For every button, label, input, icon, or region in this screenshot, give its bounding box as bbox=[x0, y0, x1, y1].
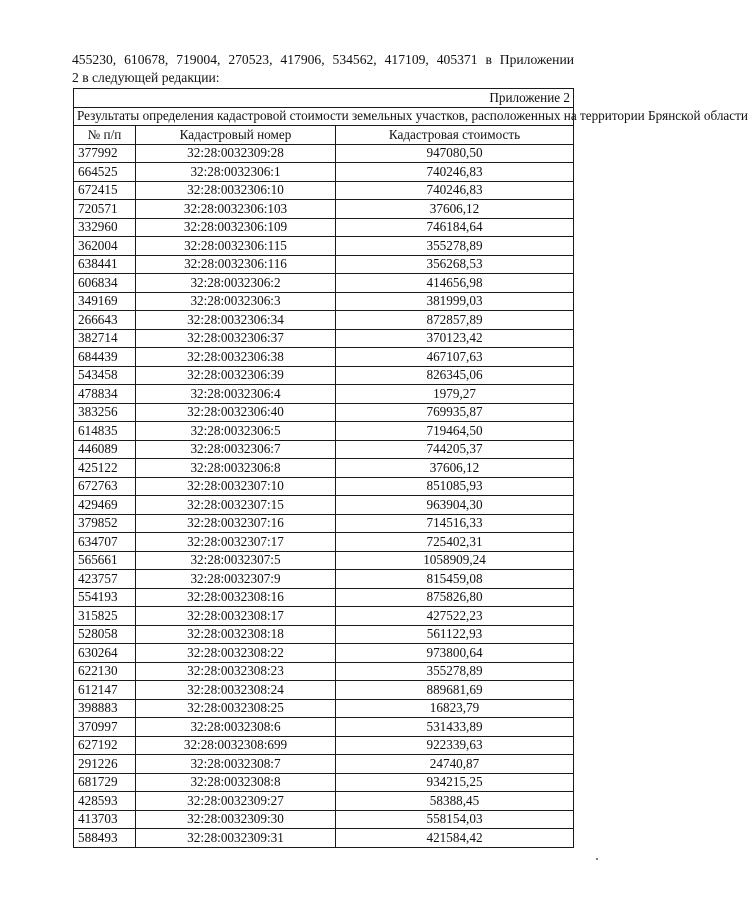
cadastral-number: 32:28:0032306:34 bbox=[136, 311, 336, 330]
table-row bbox=[74, 459, 574, 478]
row-number: 630264 bbox=[74, 644, 136, 663]
cadastral-value: 1058909,24 bbox=[336, 551, 574, 570]
cadastral-number: 32:28:0032308:22 bbox=[136, 644, 336, 663]
cadastral-number: 32:28:0032308:17 bbox=[136, 607, 336, 626]
row-number: 634707 bbox=[74, 533, 136, 552]
row-number: 413703 bbox=[74, 810, 136, 829]
table-row bbox=[74, 237, 574, 256]
scan-speck bbox=[596, 858, 598, 860]
table-row bbox=[74, 829, 574, 848]
cadastral-value: 427522,23 bbox=[336, 607, 574, 626]
table-row bbox=[74, 144, 574, 163]
row-number: 423757 bbox=[74, 570, 136, 589]
row-number: 478834 bbox=[74, 385, 136, 404]
row-number: 370997 bbox=[74, 718, 136, 737]
table-row bbox=[74, 625, 574, 644]
cadastral-number: 32:28:0032306:4 bbox=[136, 385, 336, 404]
header-cadastral: Кадастровый номер bbox=[136, 126, 336, 145]
cadastral-number: 32:28:0032306:10 bbox=[136, 181, 336, 200]
cadastral-number: 32:28:0032308:18 bbox=[136, 625, 336, 644]
row-number: 349169 bbox=[74, 292, 136, 311]
row-number: 383256 bbox=[74, 403, 136, 422]
table-row bbox=[74, 274, 574, 293]
table-row bbox=[74, 385, 574, 404]
cadastral-number: 32:28:0032308:16 bbox=[136, 588, 336, 607]
table-row bbox=[74, 570, 574, 589]
table-row bbox=[74, 773, 574, 792]
cadastral-number: 32:28:0032308:6 bbox=[136, 718, 336, 737]
row-number: 382714 bbox=[74, 329, 136, 348]
cadastral-number: 32:28:0032307:15 bbox=[136, 496, 336, 515]
row-number: 606834 bbox=[74, 274, 136, 293]
row-number: 720571 bbox=[74, 200, 136, 219]
cadastral-number: 32:28:0032306:116 bbox=[136, 255, 336, 274]
cadastral-value: 421584,42 bbox=[336, 829, 574, 848]
row-number: 554193 bbox=[74, 588, 136, 607]
cadastral-value: 37606,12 bbox=[336, 200, 574, 219]
cadastral-value: 872857,89 bbox=[336, 311, 574, 330]
cadastral-value: 719464,50 bbox=[336, 422, 574, 441]
row-number: 565661 bbox=[74, 551, 136, 570]
cadastral-value: 37606,12 bbox=[336, 459, 574, 478]
cadastral-number: 32:28:0032307:17 bbox=[136, 533, 336, 552]
appendix-row bbox=[74, 89, 574, 108]
cadastral-value: 714516,33 bbox=[336, 514, 574, 533]
intro-line-1: 455230, 610678, 719004, 270523, 417906, 534562, 417109, 405371 в Приложении bbox=[72, 52, 574, 67]
table-title: Результаты определения кадастровой стоимости земельных участков, расположенных на территории Брянской области bbox=[74, 107, 574, 126]
row-number: 627192 bbox=[74, 736, 136, 755]
row-number: 446089 bbox=[74, 440, 136, 459]
cadastral-number: 32:28:0032306:115 bbox=[136, 237, 336, 256]
cadastral-value: 725402,31 bbox=[336, 533, 574, 552]
cadastral-value: 355278,89 bbox=[336, 237, 574, 256]
cadastral-number: 32:28:0032309:27 bbox=[136, 792, 336, 811]
row-number: 428593 bbox=[74, 792, 136, 811]
row-number: 266643 bbox=[74, 311, 136, 330]
cadastral-value: 356268,53 bbox=[336, 255, 574, 274]
cadastral-value: 934215,25 bbox=[336, 773, 574, 792]
header-value: Кадастровая стоимость bbox=[336, 126, 574, 145]
cadastral-value: 381999,03 bbox=[336, 292, 574, 311]
intro-paragraph bbox=[72, 51, 574, 87]
row-number: 622130 bbox=[74, 662, 136, 681]
table-row bbox=[74, 533, 574, 552]
cadastral-number: 32:28:0032309:28 bbox=[136, 144, 336, 163]
table-row bbox=[74, 329, 574, 348]
table-row bbox=[74, 699, 574, 718]
cadastral-number: 32:28:0032306:2 bbox=[136, 274, 336, 293]
cadastral-number: 32:28:0032306:8 bbox=[136, 459, 336, 478]
cadastral-value-table bbox=[73, 88, 748, 848]
row-number: 362004 bbox=[74, 237, 136, 256]
cadastral-value: 947080,50 bbox=[336, 144, 574, 163]
table-row bbox=[74, 551, 574, 570]
cadastral-number: 32:28:0032308:699 bbox=[136, 736, 336, 755]
row-number: 664525 bbox=[74, 163, 136, 182]
intro-line-2: 2 в следующей редакции: bbox=[72, 70, 220, 85]
table-row bbox=[74, 255, 574, 274]
table-row bbox=[74, 292, 574, 311]
cadastral-number: 32:28:0032308:23 bbox=[136, 662, 336, 681]
cadastral-value: 414656,98 bbox=[336, 274, 574, 293]
cadastral-number: 32:28:0032306:5 bbox=[136, 422, 336, 441]
cadastral-value: 746184,64 bbox=[336, 218, 574, 237]
cadastral-value: 922339,63 bbox=[336, 736, 574, 755]
cadastral-number: 32:28:0032307:9 bbox=[136, 570, 336, 589]
cadastral-value: 973800,64 bbox=[336, 644, 574, 663]
cadastral-value: 740246,83 bbox=[336, 181, 574, 200]
table-row bbox=[74, 403, 574, 422]
row-number: 315825 bbox=[74, 607, 136, 626]
table-row bbox=[74, 311, 574, 330]
cadastral-value: 769935,87 bbox=[336, 403, 574, 422]
table-row bbox=[74, 181, 574, 200]
header-num: № п/п bbox=[74, 126, 136, 145]
cadastral-number: 32:28:0032306:3 bbox=[136, 292, 336, 311]
table-row bbox=[74, 496, 574, 515]
title-row bbox=[74, 107, 574, 126]
cadastral-value: 558154,03 bbox=[336, 810, 574, 829]
cadastral-number: 32:28:0032308:8 bbox=[136, 773, 336, 792]
cadastral-value: 1979,27 bbox=[336, 385, 574, 404]
table-row bbox=[74, 163, 574, 182]
cadastral-value: 744205,37 bbox=[336, 440, 574, 459]
row-number: 638441 bbox=[74, 255, 136, 274]
cadastral-value: 355278,89 bbox=[336, 662, 574, 681]
cadastral-value: 826345,06 bbox=[336, 366, 574, 385]
row-number: 612147 bbox=[74, 681, 136, 700]
table-row bbox=[74, 736, 574, 755]
cadastral-number: 32:28:0032306:7 bbox=[136, 440, 336, 459]
table-row bbox=[74, 662, 574, 681]
table-row bbox=[74, 792, 574, 811]
cadastral-value: 963904,30 bbox=[336, 496, 574, 515]
cadastral-value: 467107,63 bbox=[336, 348, 574, 367]
cadastral-value: 370123,42 bbox=[336, 329, 574, 348]
table-row bbox=[74, 588, 574, 607]
cadastral-number: 32:28:0032307:10 bbox=[136, 477, 336, 496]
cadastral-number: 32:28:0032306:1 bbox=[136, 163, 336, 182]
table-row bbox=[74, 366, 574, 385]
row-number: 377992 bbox=[74, 144, 136, 163]
cadastral-number: 32:28:0032309:30 bbox=[136, 810, 336, 829]
row-number: 379852 bbox=[74, 514, 136, 533]
row-number: 543458 bbox=[74, 366, 136, 385]
table-row bbox=[74, 718, 574, 737]
table-row bbox=[74, 440, 574, 459]
cadastral-value: 531433,89 bbox=[336, 718, 574, 737]
cadastral-value: 815459,08 bbox=[336, 570, 574, 589]
row-number: 684439 bbox=[74, 348, 136, 367]
cadastral-number: 32:28:0032308:25 bbox=[136, 699, 336, 718]
cadastral-value: 16823,79 bbox=[336, 699, 574, 718]
row-number: 332960 bbox=[74, 218, 136, 237]
cadastral-value: 58388,45 bbox=[336, 792, 574, 811]
cadastral-value: 889681,69 bbox=[336, 681, 574, 700]
table-row bbox=[74, 681, 574, 700]
cadastral-number: 32:28:0032307:5 bbox=[136, 551, 336, 570]
table-row bbox=[74, 644, 574, 663]
appendix-label: Приложение 2 bbox=[74, 89, 574, 108]
row-number: 588493 bbox=[74, 829, 136, 848]
cadastral-number: 32:28:0032306:38 bbox=[136, 348, 336, 367]
cadastral-number: 32:28:0032307:16 bbox=[136, 514, 336, 533]
cadastral-number: 32:28:0032306:40 bbox=[136, 403, 336, 422]
row-number: 425122 bbox=[74, 459, 136, 478]
header-row bbox=[74, 126, 574, 145]
row-number: 681729 bbox=[74, 773, 136, 792]
table-row bbox=[74, 810, 574, 829]
table-row bbox=[74, 477, 574, 496]
table-row bbox=[74, 218, 574, 237]
table-row bbox=[74, 514, 574, 533]
table-row bbox=[74, 348, 574, 367]
cadastral-number: 32:28:0032308:7 bbox=[136, 755, 336, 774]
cadastral-number: 32:28:0032306:37 bbox=[136, 329, 336, 348]
table-row bbox=[74, 607, 574, 626]
row-number: 672415 bbox=[74, 181, 136, 200]
cadastral-number: 32:28:0032306:39 bbox=[136, 366, 336, 385]
cadastral-number: 32:28:0032306:103 bbox=[136, 200, 336, 219]
cadastral-value: 740246,83 bbox=[336, 163, 574, 182]
table-row bbox=[74, 200, 574, 219]
row-number: 672763 bbox=[74, 477, 136, 496]
row-number: 398883 bbox=[74, 699, 136, 718]
table-row bbox=[74, 422, 574, 441]
row-number: 429469 bbox=[74, 496, 136, 515]
row-number: 528058 bbox=[74, 625, 136, 644]
row-number: 614835 bbox=[74, 422, 136, 441]
cadastral-value: 851085,93 bbox=[336, 477, 574, 496]
cadastral-number: 32:28:0032306:109 bbox=[136, 218, 336, 237]
cadastral-number: 32:28:0032309:31 bbox=[136, 829, 336, 848]
table-row bbox=[74, 755, 574, 774]
cadastral-number: 32:28:0032308:24 bbox=[136, 681, 336, 700]
cadastral-value: 561122,93 bbox=[336, 625, 574, 644]
cadastral-value: 24740,87 bbox=[336, 755, 574, 774]
cadastral-value: 875826,80 bbox=[336, 588, 574, 607]
row-number: 291226 bbox=[74, 755, 136, 774]
